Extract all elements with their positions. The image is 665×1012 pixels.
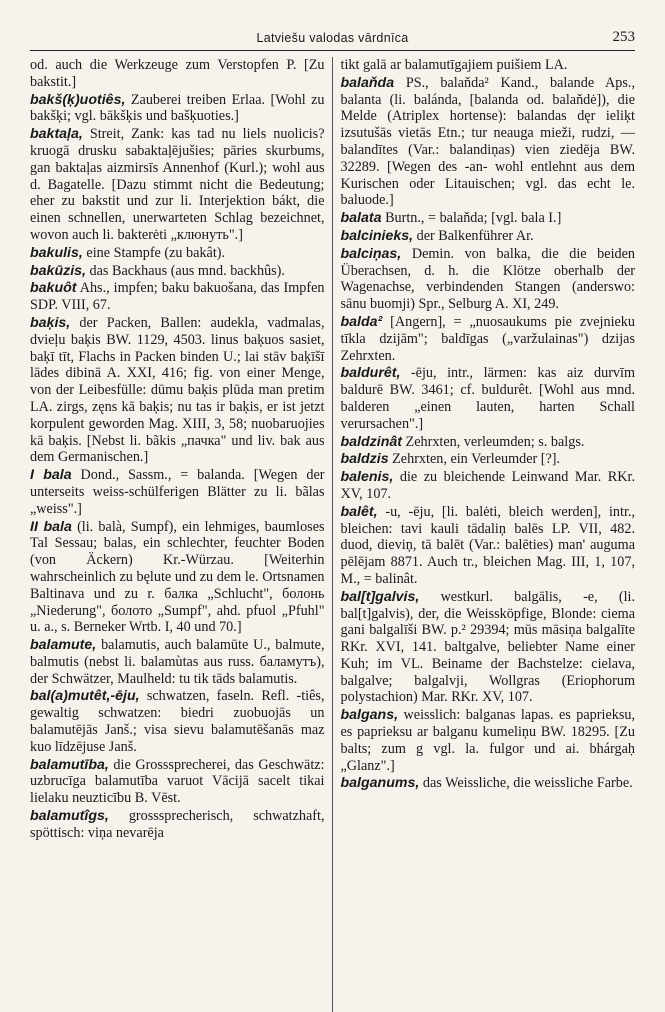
dictionary-entry xyxy=(30,757,325,807)
entry-definition: die Grosssprecherei, das Geschwätz: uzbrucīga balamutība varuot Vācijā sacelt tikai lielaku neuzticību B. Vēst. xyxy=(30,756,325,807)
entry-definition: Demin. von balka, die die beiden Überachsen, d. h. die Klötze oberhalb der Wagenachse, verbindenden Stangen (anderswo: sānu buomji) Spr., Selburg A. XI, 249. xyxy=(340,245,635,313)
entry-definition: Zauberei treiben Erlaa. [Wohl zu bakšķi; vgl. bākšķis und bašķuoties.] xyxy=(30,91,325,125)
entry-definition: der Balkenführer Ar. xyxy=(416,227,534,244)
dictionary-entry xyxy=(341,57,636,74)
entry-definition: weisslich: balganas lapas. es paprieksu, es paprieksu ar balganu kumeliņu BW. 18295. [Zu balts; zum g vgl. la. fulgor und ai. bhárgaḥ „Glanz".] xyxy=(340,707,635,774)
dictionary-entry xyxy=(30,808,325,842)
entry-headword: balda² xyxy=(340,313,383,330)
entry-headword: balêt, xyxy=(340,503,378,520)
entry-headword: bakuôt xyxy=(30,280,77,297)
dictionary-entry xyxy=(341,314,636,364)
dictionary-entry xyxy=(30,688,325,755)
entry-headword: II bala xyxy=(30,518,72,535)
entry-headword: balamutîgs, xyxy=(30,808,109,825)
entry-headword: balganums, xyxy=(340,775,420,792)
dictionary-entry xyxy=(30,315,325,466)
dictionary-entry xyxy=(341,210,636,227)
dictionary-entry xyxy=(30,637,325,687)
dictionary-entry xyxy=(30,519,325,637)
entry-definition: eine Stampfe (zu bakât). xyxy=(86,244,226,261)
entry-definition: tikt galā ar balamutīgajiem puišiem LA. xyxy=(340,57,568,73)
right-column xyxy=(332,57,636,1012)
dictionary-entry xyxy=(30,280,325,314)
entry-definition: Ahs., impfen; baku bakuošana, das Impfen SDP. VIII, 67. xyxy=(30,280,325,314)
entry-definition: -u, -ēju, [li. balėti, bleich werden], intr., bleichen: tavi kauli tādaliņ balēs LP. VII, 482. duod, dieviņ, tā balēt (Var.: balēties) man' auguma pēlējam 8871. Auch tr., bleichen Mag. III, 1, 107, M., = balinât. xyxy=(340,503,635,587)
entry-headword: balcinieks, xyxy=(340,227,414,244)
entry-definition: balamutis, auch balamūte U., balmute, balmutis (nebst li. balamùtas aus russ. баламутъ), der Schwätzer, Maulheld: tu tik tāds balamutis. xyxy=(30,637,325,687)
dictionary-entry xyxy=(341,775,636,792)
entry-definition: der Packen, Ballen: audekla, vadmalas, dvieļu baķis BW. 1129, 4503. linus baķuos sasiet, baķī tīt, Flachs in Packen binden U.; lai stāv baķīšī lādes dibinā A. XXI, 416; fig. von einer Menge, von der Leibesfülle: dūmu baķis plūda man pretim LA. zirgs, zęns kā baķis; nu tas ir baķis, er ist jetzt korpulent geworden Mag. XIII, 3, 58; nuobaruojies kā baķis. [Nebst li. bãkis „пачка" und liv. bak aus dem Germanischen.] xyxy=(30,314,325,466)
entry-headword: bal(a)mutêt,-ēju, xyxy=(30,688,140,705)
entry-headword: baķis, xyxy=(30,314,71,331)
entry-headword: baldzinât xyxy=(340,433,402,450)
entry-headword: balata xyxy=(340,210,382,227)
entry-definition: [Angern], = „nuosaukums pie zvejnieku tīkla dzijām"; baldīgas („varžulainas") dzijas Zehrxten. xyxy=(340,313,635,364)
entry-definition: westkurl. balgālis, -e, (li. bal[t]galvis), der, die Weissköpfige, Blonde: ciema gani balgalīši BW. p.² 29394; mūs māsiņa balgalīte RKr. XVI, 141. baltgalve, beliebter Name einer Kuh; im VL. Beiname der Bachstelze: cielava, balgalve; balgalvji, Wollgras (Eriophorum polystachion) Mar. RKr. XV, 107. xyxy=(340,588,635,706)
entry-definition: Zehrxten, verleumden; s. balgs. xyxy=(405,433,585,450)
entry-headword: bal[t]galvis, xyxy=(340,588,420,605)
entry-headword: bakūzis, xyxy=(30,262,86,279)
entry-headword: balamute, xyxy=(30,637,97,654)
entry-headword: balgans, xyxy=(340,707,399,724)
dictionary-entry xyxy=(341,469,636,503)
entry-definition: (li. balà, Sumpf), ein lehmiges, baumloses Tal Sessau; balas, ein schlechter, feuchter Boden (von Äckern) Kr.-Würzau. [Weiterhin wahrscheinlich zu bęlute und zu dem le. Ortsnamen Baltinava und zu r. балка „Schlucht", болонь „Niederung", болото „Sumpf", ahd. pfuol „Pfuhl" u. a., s. Berneker Wrtb. I, 40 und 70.] xyxy=(30,518,325,636)
page-header xyxy=(30,28,635,51)
entry-headword: baldzis xyxy=(340,451,389,468)
entry-headword: bakš(ķ)uotiês, xyxy=(30,91,126,108)
dictionary-entry xyxy=(341,75,636,209)
entry-definition: od. auch die Werkzeuge zum Verstopfen P. [Zu bakstit.] xyxy=(30,57,325,90)
dictionary-entry xyxy=(341,707,636,774)
dictionary-entry xyxy=(30,126,325,244)
entry-definition: Dond., Sassm., = balanda. [Wegen der unterseits weiss-schülferigen Blätter zu li. bãlas „weiss".] xyxy=(30,467,325,517)
left-column xyxy=(30,57,332,1012)
two-column-body xyxy=(30,57,635,1012)
entry-headword: balaňda xyxy=(340,74,395,91)
dictionary-entry xyxy=(341,365,636,432)
dictionary-entry xyxy=(30,57,325,91)
dictionary-entry xyxy=(341,589,636,707)
entry-definition: grosssprecherisch, schwatzhaft, spöttisch: viņa nevarēja xyxy=(30,808,325,841)
entry-headword: balenis, xyxy=(340,469,394,486)
entry-definition: PS., balaňda² Kand., balande Aps., balanta (li. balánda, [balanda od. balaňdė]), die Melde (Atriplex hortense): balandas dęr ieliķt izsutušās vietās Etn.; tur neauga mieži, rudzi, — balandītes (Var.: balandiņas) vien ziedēja BW. 32289. [Wegen des -an- wohl entlehnt aus dem Kurischen oder Litauischen; vgl. das echt le. baluode.] xyxy=(340,74,635,209)
entry-definition: Zehrxten, ein Verleumder [?]. xyxy=(392,451,561,468)
entry-headword: baktaļa, xyxy=(30,126,83,143)
dictionary-entry xyxy=(30,263,325,280)
dictionary-entry xyxy=(30,245,325,262)
entry-headword: I bala xyxy=(30,467,72,484)
entry-definition: die zu bleichende Leinwand Mar. RKr. XV, 107. xyxy=(340,469,635,502)
entry-definition: Burtn., = balaňda; [vgl. bala I.] xyxy=(385,210,562,227)
dictionary-entry xyxy=(341,228,636,245)
dictionary-entry xyxy=(341,246,636,313)
entry-definition: das Weissliche, die weissliche Farbe. xyxy=(422,775,633,792)
entry-definition: -ēju, intr., lärmen: kas aiz durvīm baldurē BW. 3461; cf. buldurêt. [Wohl aus mnd. balderen „einen lauten, harten Schall verursachen".] xyxy=(340,365,635,432)
dictionary-entry xyxy=(30,92,325,126)
entry-headword: balciņas, xyxy=(340,245,402,262)
dictionary-entry xyxy=(341,504,636,588)
entry-definition: schwatzen, faseln. Refl. -tiês, gewaltig schwatzen: biedri zuobuojās un balamutējās Janš.; visa sievu balamutēšanās maz kuo līdzējuse Janš. xyxy=(30,688,325,755)
page-number: 253 xyxy=(612,29,635,45)
dictionary-entry xyxy=(341,434,636,451)
entry-definition: das Backhaus (aus mnd. backhûs). xyxy=(89,262,285,279)
entry-definition: Streit, Zank: kas tad nu liels nuolicis? kruogā drusku sabaktaļējušies; pāries skurbums, gan baktaļas aizmirsīs Annenhof (Kurl.); wohl aus d. Bagatelle. [Dazu stimmt nicht die Bedeutung; eher zu bakstit und zur li. Interjektion bákt, die einen schnellen, unerwarteten Schlag bezeichnet, wovon auch li. bakterėti „клюнуть".] xyxy=(30,126,325,243)
dictionary-entry xyxy=(341,451,636,468)
entry-headword: balamutība, xyxy=(30,756,109,773)
dictionary-entry xyxy=(30,467,325,517)
entry-headword: bakulis, xyxy=(30,244,83,261)
entry-headword: baldurêt, xyxy=(340,365,401,382)
running-title: Latviešu valodas vārdnīca xyxy=(256,31,409,45)
